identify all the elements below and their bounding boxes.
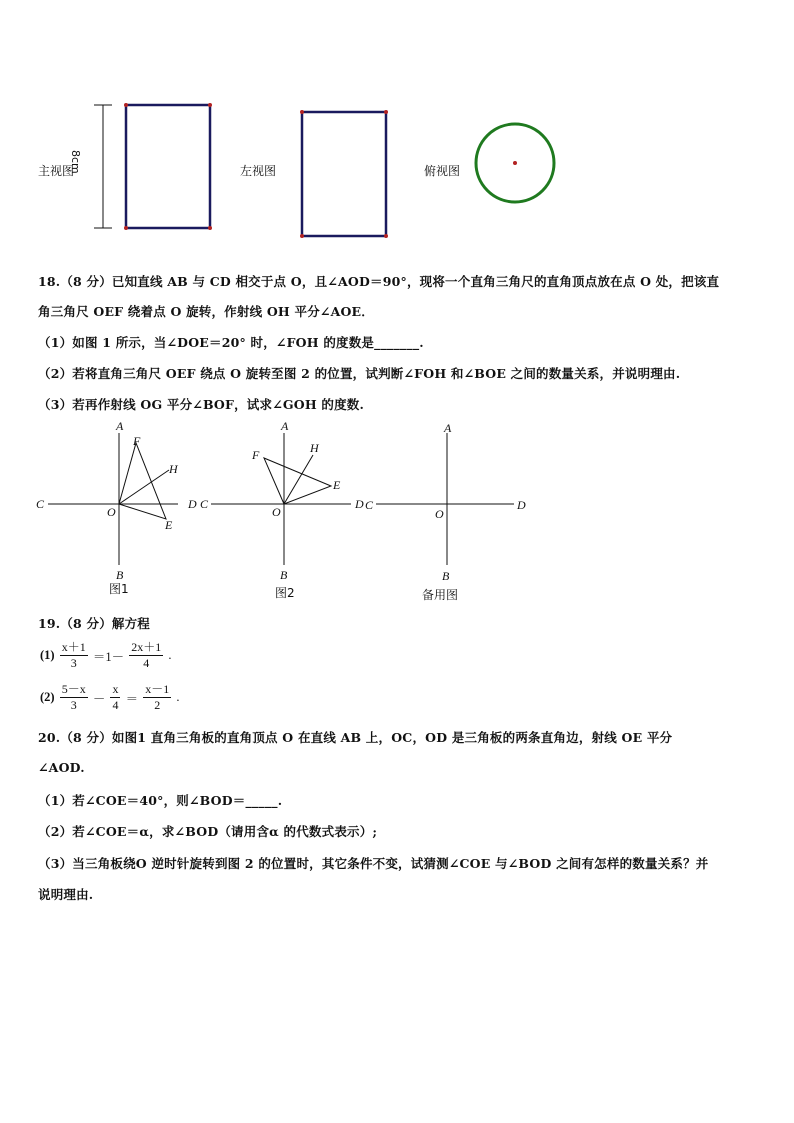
point-label-b: B bbox=[116, 568, 124, 582]
triangle-oef bbox=[119, 443, 166, 519]
front-view-rect bbox=[126, 105, 210, 228]
ray-oh bbox=[119, 470, 169, 504]
point-label-e: E bbox=[165, 518, 173, 532]
center-dot bbox=[513, 161, 517, 165]
vertex-dot bbox=[384, 110, 388, 114]
point-label-a: A bbox=[116, 419, 124, 433]
vertex-dot bbox=[300, 234, 304, 238]
point-label-c: C bbox=[365, 498, 374, 512]
left-view-label: 左视图 bbox=[240, 164, 277, 178]
point-label-c: C bbox=[36, 497, 45, 511]
figure-2 bbox=[211, 433, 351, 565]
q20-part2: （2）若∠COE＝α，求∠BOD（请用含α 的代数式表示）; bbox=[38, 824, 378, 839]
point-label-a: A bbox=[281, 419, 289, 433]
q20-part3-line2: 说明理由. bbox=[38, 887, 94, 902]
front-view-label: 主视图 bbox=[38, 164, 75, 178]
vertex-dot bbox=[208, 103, 212, 107]
point-label-f: F bbox=[252, 448, 260, 462]
q18-part2: （2）若将直角三角尺 OEF 绕点 O 旋转至图 2 的位置，试判断∠FOH 和∠BOE 之间的数量关系，并说明理由. bbox=[38, 366, 681, 381]
point-label-o: O bbox=[435, 507, 444, 521]
q20-line1: 20.（8 分）如图1 直角三角板的直角顶点 O 在直线 AB 上，OC，OD 是三角板的两条直角边，射线 OE 平分 bbox=[38, 730, 673, 745]
vertex-dot bbox=[124, 226, 128, 230]
q19-equation-1: (1) $\frac{x+1}{3}$ ＝1－ $\frac{2x+1}{4}$ . bbox=[40, 640, 172, 670]
figure-reserve bbox=[376, 433, 514, 565]
figure-1 bbox=[48, 433, 178, 565]
figure-1-caption: 图1 bbox=[109, 582, 129, 596]
q18-line2: 角三角尺 OEF 绕着点 O 旋转，作射线 OH 平分∠AOE． bbox=[38, 304, 374, 319]
point-label-d: D bbox=[355, 497, 364, 511]
q20-part1: （1）若∠COE＝40°，则∠BOD＝_____. bbox=[38, 793, 283, 808]
point-label-h: H bbox=[169, 462, 178, 476]
point-label-o: O bbox=[107, 505, 116, 519]
point-label-c: C bbox=[200, 497, 209, 511]
point-label-e: E bbox=[333, 478, 341, 492]
point-label-o: O bbox=[272, 505, 281, 519]
q18-part3: （3）若再作射线 OG 平分∠BOF，试求∠GOH 的度数. bbox=[38, 397, 365, 412]
vertex-dot bbox=[300, 110, 304, 114]
point-label-b: B bbox=[280, 568, 288, 582]
three-views-figure bbox=[0, 95, 794, 245]
figure-reserve-caption: 备用图 bbox=[422, 588, 459, 602]
q20-line2: ∠AOD. bbox=[38, 760, 85, 775]
point-label-f: F bbox=[133, 434, 141, 448]
height-label: 8cm bbox=[69, 150, 82, 174]
top-view-label: 俯视图 bbox=[424, 164, 461, 178]
q18-figures bbox=[30, 415, 550, 605]
point-label-d: D bbox=[517, 498, 526, 512]
point-label-b: B bbox=[442, 569, 450, 583]
q18-line1: 18.（8 分）已知直线 AB 与 CD 相交于点 O，且∠AOD＝90°，现将一个直角三角尺的直角顶点放在点 O 处，把该直 bbox=[38, 274, 720, 289]
left-view-rect bbox=[302, 112, 386, 236]
point-label-d: D bbox=[188, 497, 197, 511]
q18-part1: （1）如图 1 所示，当∠DOE＝20° 时，∠FOH 的度数是_______. bbox=[38, 335, 424, 350]
q20-part3-line1: （3）当三角板绕O 逆时针旋转到图 2 的位置时，其它条件不变，试猜测∠COE 与∠BOD 之间有怎样的数量关系？并 bbox=[38, 856, 709, 871]
figure-2-caption: 图2 bbox=[275, 586, 295, 600]
q19-title: 19.（8 分）解方程 bbox=[38, 616, 150, 631]
q19-equation-2: (2) $\frac{5-x}{3}$ － $\frac{x}{4}$ ＝ $\frac{x-1}{2}$ . bbox=[40, 682, 180, 712]
vertex-dot bbox=[208, 226, 212, 230]
ray-oh bbox=[284, 455, 313, 504]
vertex-dot bbox=[384, 234, 388, 238]
vertex-dot bbox=[124, 103, 128, 107]
point-label-a: A bbox=[444, 421, 452, 435]
point-label-h: H bbox=[310, 441, 319, 455]
